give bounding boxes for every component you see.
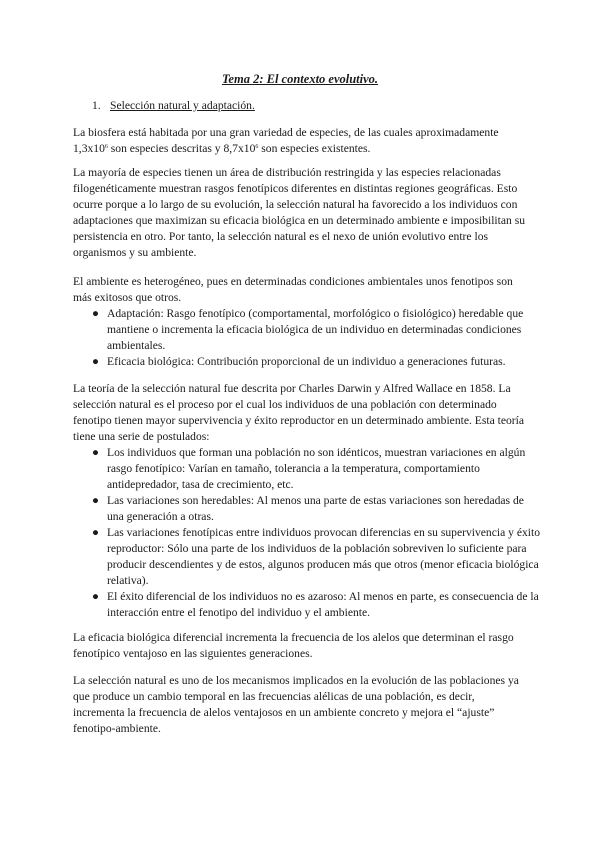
bullet-icon: ● [92, 446, 100, 459]
paragraph-environment: El ambiente es heterogéneo, pues en determinadas condiciones ambientales unos fenotipos son más exitosos que otros. [73, 275, 513, 304]
existing-species-count: 8,7x10 [223, 142, 256, 155]
list-item [92, 354, 543, 370]
list-item [92, 589, 543, 621]
paragraph-fitness: La eficacia biológica diferencial incrementa la frecuencia de los alelos que determinan el rasgo fenotípico ventajoso en las siguientes generaciones. [73, 631, 514, 660]
section-label: Selección natural y adaptación. [110, 99, 255, 112]
list-item-text: Las variaciones son heredables: Al menos una parte de estas variaciones son heredadas de una generación a otras. [107, 494, 524, 523]
list-item-text: El éxito diferencial de los individuos no es azaroso: Al menos en parte, es consecuencia de la interacción entre el fenotipo del individuo y el ambiente. [107, 590, 539, 619]
bullet-icon: ● [92, 307, 100, 320]
section-heading [92, 98, 255, 114]
bullet-icon: ● [92, 355, 100, 368]
paragraph-theory: La teoría de la selección natural fue descrita por Charles Darwin y Alfred Wallace en 1858. La selección natural es el proceso por el cual los individuos de una población con determinado fenotipo tienen mayor supervivencia y éxito reproductor en un determinado ambiente. Esta teoría tiene una serie de postulados: [73, 382, 525, 443]
paragraph-biosphere [73, 125, 528, 157]
list-item-text: Las variaciones fenotípicas entre individuos provocan diferencias en su supervivencia y éxito reproductor: Sólo una parte de los individuos de la población sobreviven lo suficiente para producir descendientes y de estos, algunos producen más que otros (menor eficacia biológica relativa). [107, 526, 541, 587]
described-species-exponent: 6 [104, 144, 108, 150]
list-item [92, 445, 543, 493]
list-item-text: Adaptación: Rasgo fenotípico (comportamental, morfológico o fisiológico) heredable que mantiene o incrementa la eficacia biológica de un individuo en determinadas condiciones ambientales. [107, 307, 524, 352]
section-number: 1. [92, 99, 101, 112]
bullet-icon: ● [92, 526, 100, 539]
bullet-icon: ● [92, 494, 100, 507]
paragraph-biosphere-mid: son especies descritas y [107, 142, 224, 155]
bullet-icon: ● [92, 590, 100, 603]
paragraph-selection: La selección natural es uno de los mecanismos implicados en la evolución de las poblaciones ya que produce un cambio temporal en las frecuencias alélicas de una población, es decir, incrementa la frecuencia de alelos ventajosos en un ambiente concreto y mejora el “ajuste” fenotipo-ambiente. [73, 674, 519, 735]
paragraph-biosphere-line1: La biosfera está habitada por una gran variedad de especies, de las cuales aproximadamente [73, 126, 499, 139]
page-title: Tema 2: El contexto evolutivo. [221, 72, 379, 86]
list-item-text: Eficacia biológica: Contribución proporcional de un individuo a generaciones futuras. [107, 355, 506, 368]
existing-species-exponent: 6 [255, 144, 259, 150]
list-item [92, 493, 543, 525]
paragraph-biosphere-end: son especies existentes. [258, 142, 371, 155]
list-item-text: Los individuos que forman una población no son idénticos, muestran variaciones en algún rasgo fenotípico: Varían en tamaño, tolerancia a la temperatura, comportamiento antidepredador, tasa de crecimiento, etc. [107, 446, 526, 491]
paragraph-distribution: La mayoría de especies tienen un área de distribución restringida y las especies relacionadas filogenéticamente muestran rasgos fenotípicos diferentes en distintas regiones geográficas. Esto ocurre porque a lo largo de su evolución, la selección natural ha favorecido a los individuos con adaptaciones que maximizan su eficacia biológica en un determinado ambiente e imposibilitan su persistencia en otro. Por tanto, la selección natural es el nexo de unión evolutivo entre los organismos y su ambiente. [73, 166, 526, 259]
list-item [92, 306, 543, 354]
described-species-count: 1,3x10 [73, 142, 105, 155]
list-item [92, 525, 543, 589]
